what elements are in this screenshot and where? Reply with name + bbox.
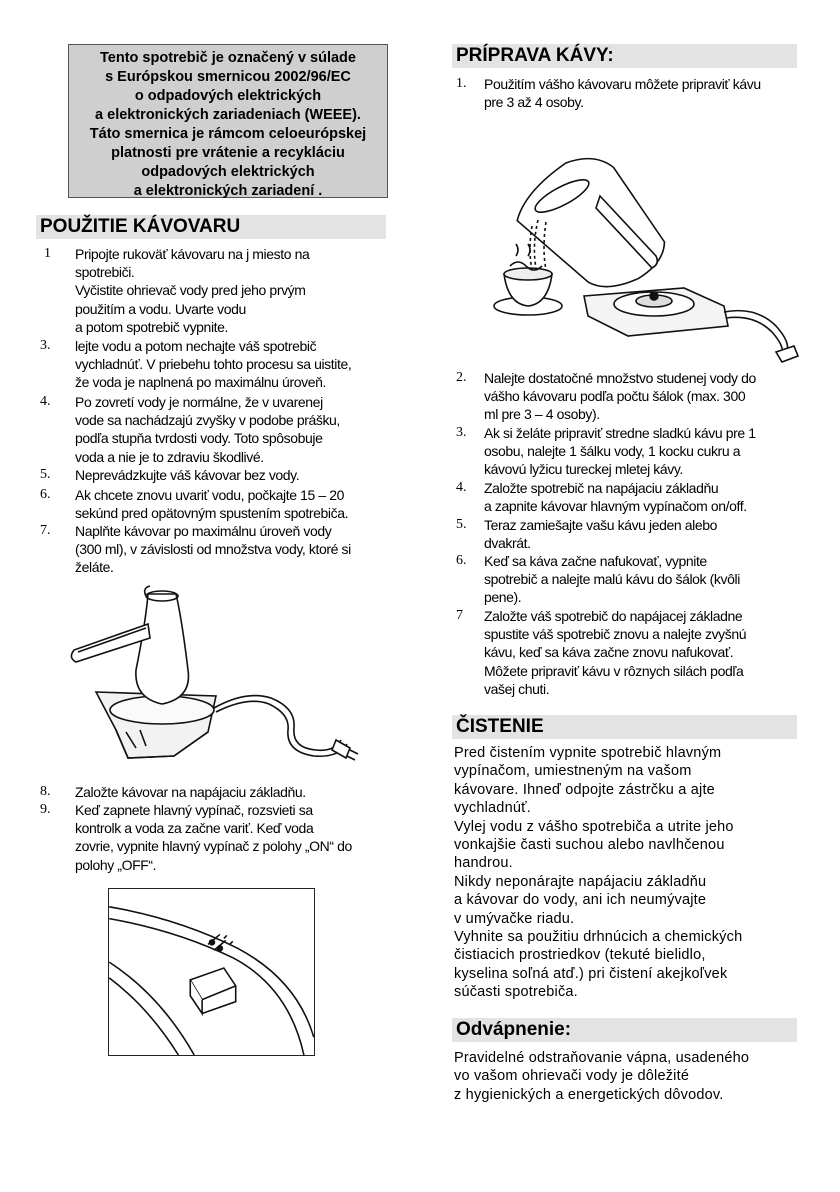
text-line: súčasti spotrebiča. — [454, 984, 578, 1001]
item-line: Neprevádzkujte váš kávovar bez vody. — [75, 467, 300, 483]
item-line: kávovú lyžicu tureckej mletej kávy. — [484, 461, 683, 478]
usage-item-7 — [40, 522, 395, 577]
notice-line: a elektronických zariadení . — [133, 183, 323, 199]
coffee-pot-on-base-illustration — [66, 580, 366, 785]
item-line: podľa stupňa tvrdosti vody. Toto spôsobuje — [75, 430, 323, 447]
item-line: Ak si želáte pripraviť stredne sladkú kávu pre 1 — [484, 425, 756, 441]
item-line: polohy „OFF“. — [75, 856, 157, 873]
usage-item-1 — [44, 245, 394, 336]
prep-item-4 — [456, 479, 801, 515]
item-number: 7. — [40, 523, 51, 538]
item-line: Použitím vášho kávovaru môžete pripraviť kávu — [484, 76, 761, 92]
item-line: Teraz zamiešajte vašu kávu jeden alebo — [484, 517, 718, 533]
item-line: a zapnite kávovar hlavným vypínačom on/off. — [484, 498, 747, 515]
item-number: 5. — [40, 467, 51, 482]
prep-item-3 — [456, 424, 801, 479]
notice-line: o odpadových elektrických — [134, 88, 322, 104]
notice-line: odpadových elektrických — [141, 164, 315, 180]
usage-heading: POUŽITIE KÁVOVARU — [36, 215, 386, 239]
item-line: zovrie, vypnite hlavný vypínač z polohy „ON“ do — [75, 838, 352, 855]
item-line: a potom spotrebič vypnite. — [75, 318, 229, 335]
usage-item-6 — [40, 486, 390, 522]
item-line: Založte váš spotrebič do napájacej základne — [484, 608, 743, 624]
item-line: kávu, keď sa káva začne znovu nafukovať. — [484, 644, 734, 661]
item-number: 4. — [456, 480, 467, 495]
text-line: Pravidelné odstraňovanie vápna, usadeného — [454, 1050, 750, 1066]
item-line: dvakrát. — [484, 535, 531, 552]
text-line: v umývačke riadu. — [454, 910, 575, 927]
item-line: Pripojte rukoväť kávovaru na j miesto na — [75, 246, 310, 262]
item-line: Vyčistite ohrievač vody pred jeho prvým — [75, 282, 306, 299]
item-line: spustite váš spotrebič znovu a nalejte zvyšnú — [484, 626, 747, 643]
item-number: 2. — [456, 370, 467, 385]
item-number: 4. — [40, 394, 51, 409]
item-line: osobu, nalejte 1 šálku vody, 1 kocku cukru a — [484, 443, 741, 460]
text-line: vonkajšie časti suchou alebo navlhčenou — [454, 837, 725, 854]
notice-line: Táto smernica je rámcom celoeurópskej — [89, 126, 367, 142]
prep-item-6 — [456, 552, 801, 607]
item-line: vašej chuti. — [484, 680, 550, 697]
cleaning-text — [454, 744, 804, 1002]
power-switch-closeup-illustration — [108, 888, 315, 1056]
text-line: vychladnúť. — [454, 800, 531, 817]
item-line: spotrebič a nalejte malú kávu do šálok (kvôli — [484, 571, 740, 588]
pouring-coffee-illustration — [488, 156, 806, 366]
text-line: handrou. — [454, 855, 513, 872]
item-number: 1. — [456, 76, 467, 91]
usage-item-8 — [40, 783, 390, 801]
item-line: lejte vodu a potom nechajte váš spotrebič — [75, 338, 317, 354]
text-line: Vylej vodu z vášho spotrebiča a utrite jeho — [454, 818, 734, 835]
text-line: kyselina soľná atď.) pri čistení akejkoľvek — [454, 965, 728, 982]
text-line: a kávovar do vody, ani ich neumývajte — [454, 892, 707, 909]
notice-line: s Európskou smernicou 2002/96/EC — [105, 69, 351, 85]
item-line: použitím a vodu. Uvarte vodu — [75, 300, 246, 317]
descaling-heading: Odvápnenie: — [452, 1018, 797, 1042]
item-line: Keď zapnete hlavný vypínač, rozsvieti sa — [75, 802, 313, 818]
notice-line: a elektronických zariadeniach (WEEE). — [95, 107, 361, 123]
usage-item-4 — [40, 393, 390, 466]
prep-item-5 — [456, 516, 801, 552]
usage-item-9 — [40, 801, 395, 874]
item-line: Založte kávovar na napájaciu základňu. — [75, 784, 306, 800]
item-line: voda a nie je to zdraviu škodlivé. — [75, 448, 264, 465]
text-line: vypínačom, umiestneným na vašom — [454, 763, 692, 780]
item-number: 3. — [40, 338, 51, 353]
text-line: kávovare. Ihneď odpojte zástrčku a ajte — [454, 781, 715, 798]
weee-notice-box — [68, 44, 388, 198]
descaling-text — [454, 1049, 804, 1104]
item-line: Keď sa káva začne nafukovať, vypnite — [484, 553, 707, 569]
cleaning-heading: ČISTENIE — [452, 715, 797, 739]
item-line: Naplňte kávovar po maximálnu úroveň vody — [75, 523, 332, 539]
usage-item-3 — [40, 337, 390, 392]
text-line: Nikdy neponárajte napájaciu základňu — [454, 873, 707, 890]
item-line: Môžete pripraviť kávu v rôznych silách podľa — [484, 662, 744, 679]
item-line: pre 3 až 4 osoby. — [484, 94, 584, 111]
prep-item-7 — [456, 607, 806, 698]
item-line: želáte. — [75, 559, 114, 576]
text-line: Pred čistením vypnite spotrebič hlavným — [454, 745, 722, 761]
prep-item-1 — [456, 75, 801, 111]
item-number: 7 — [456, 608, 463, 623]
text-line: čistiacich prostriedkov (tekuté bielidlo, — [454, 947, 706, 964]
item-line: že voda je naplnená po maximálnu úroveň. — [75, 374, 326, 391]
item-line: Po zovretí vody je normálne, že v uvarenej — [75, 394, 323, 410]
item-line: vášho kávovaru podľa počtu šálok (max. 300 — [484, 388, 746, 405]
text-line: Vyhnite sa použitiu drhnúcich a chemických — [454, 929, 743, 946]
item-number: 1 — [44, 246, 51, 261]
item-line: Nalejte dostatočné množstvo studenej vody do — [484, 370, 756, 386]
item-line: Ak chcete znovu uvariť vodu, počkajte 15 – 20 — [75, 487, 344, 503]
item-number: 5. — [456, 517, 467, 532]
item-number: 8. — [40, 784, 51, 799]
item-line: vode sa nachádzajú zvyšky v podobe prášku, — [75, 412, 340, 429]
item-line: kontrolk a voda za začne variť. Keď voda — [75, 820, 314, 837]
item-line: sekúnd pred opätovným spustením spotrebiča. — [75, 505, 349, 522]
item-line: (300 ml), v závislosti od množstva vody, ktoré si — [75, 541, 351, 558]
notice-line: platnosti pre vrátenie a recykláciu — [111, 145, 345, 161]
item-number: 6. — [456, 553, 467, 568]
item-number: 3. — [456, 425, 467, 440]
item-line: spotrebiči. — [75, 264, 135, 281]
item-number: 6. — [40, 487, 51, 502]
usage-item-5 — [40, 466, 390, 484]
item-number: 9. — [40, 802, 51, 817]
item-line: pene). — [484, 589, 522, 606]
item-line: Založte spotrebič na napájaciu základňu — [484, 480, 719, 496]
item-line: vychladnúť. V priebehu tohto procesu sa uistite, — [75, 356, 352, 373]
item-line: ml pre 3 – 4 osoby). — [484, 406, 600, 423]
notice-line: Tento spotrebič je označený v súlade — [100, 50, 356, 66]
text-line: vo vašom ohrievači vody je dôležité — [454, 1068, 690, 1085]
prep-heading: PRÍPRAVA KÁVY: — [452, 44, 797, 68]
prep-item-2 — [456, 369, 801, 424]
text-line: z hygienických a energetických dôvodov. — [454, 1086, 724, 1103]
